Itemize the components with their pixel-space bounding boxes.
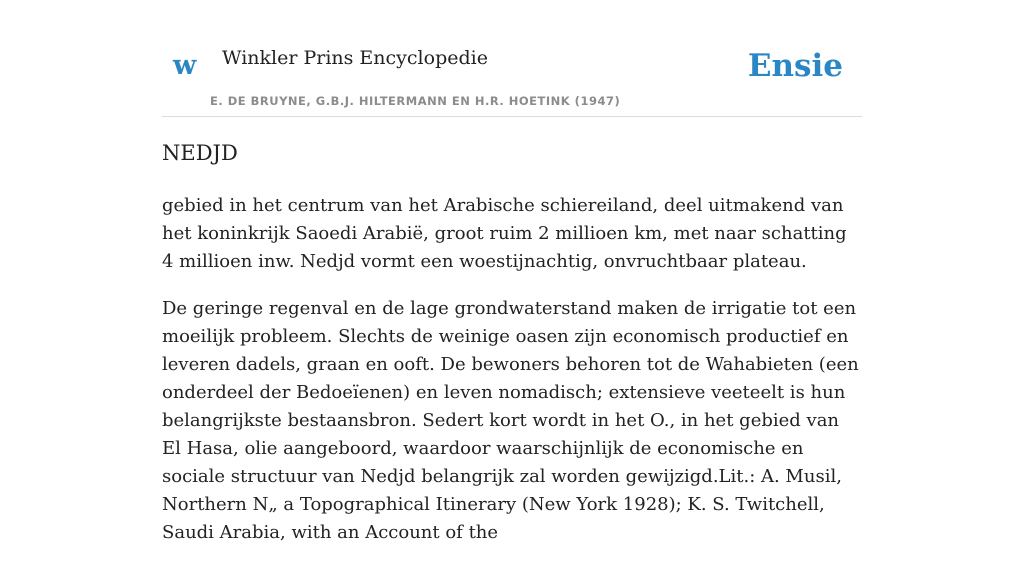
brand-logo[interactable]: Ensie <box>747 48 843 84</box>
entry-paragraph: De geringe regenval en de lage grondwaterstand maken de irrigatie tot een moeilijk probleem. Slechts de weinige oasen zijn economisch productief en leveren dadels, graan en ooft. De bewoners behoren tot de Wahabieten (een onderdeel der Bedoeïenen) en leven nomadisch; extensieve veeteelt is hun belangrijkste bestaansbron. Sedert kort wordt in het O., in het gebied van El Hasa, olie aangeboord, waardoor waarschijnlijk de economische en sociale structuur van Nedjd belangrijk zal worden gewijzigd.Lit.: A. Musil, Northern N„ a Topographical Itinerary (New York 1928); K. S. Twitchell, Saudi Arabia, with an Account of the <box>162 298 859 543</box>
site-logo[interactable]: w <box>173 50 197 81</box>
site-title[interactable]: Winkler Prins Encyclopedie <box>222 47 488 69</box>
authors-line: E. DE BRUYNE, G.B.J. HILTERMANN EN H.R. HOETINK (1947) <box>210 94 621 108</box>
entry-title: NEDJD <box>162 141 238 165</box>
entry-paragraph: gebied in het centrum van het Arabische schiereiland, deel uitmakend van het koninkrijk Saoedi Arabië, groot ruim 2 millioen km, met naar schatting 4 millioen inw. Nedjd vormt een woestijnachtig, onvruchtbaar plateau. <box>162 195 847 272</box>
page <box>162 0 862 543</box>
entry-body <box>162 192 862 566</box>
site-header <box>162 0 862 117</box>
